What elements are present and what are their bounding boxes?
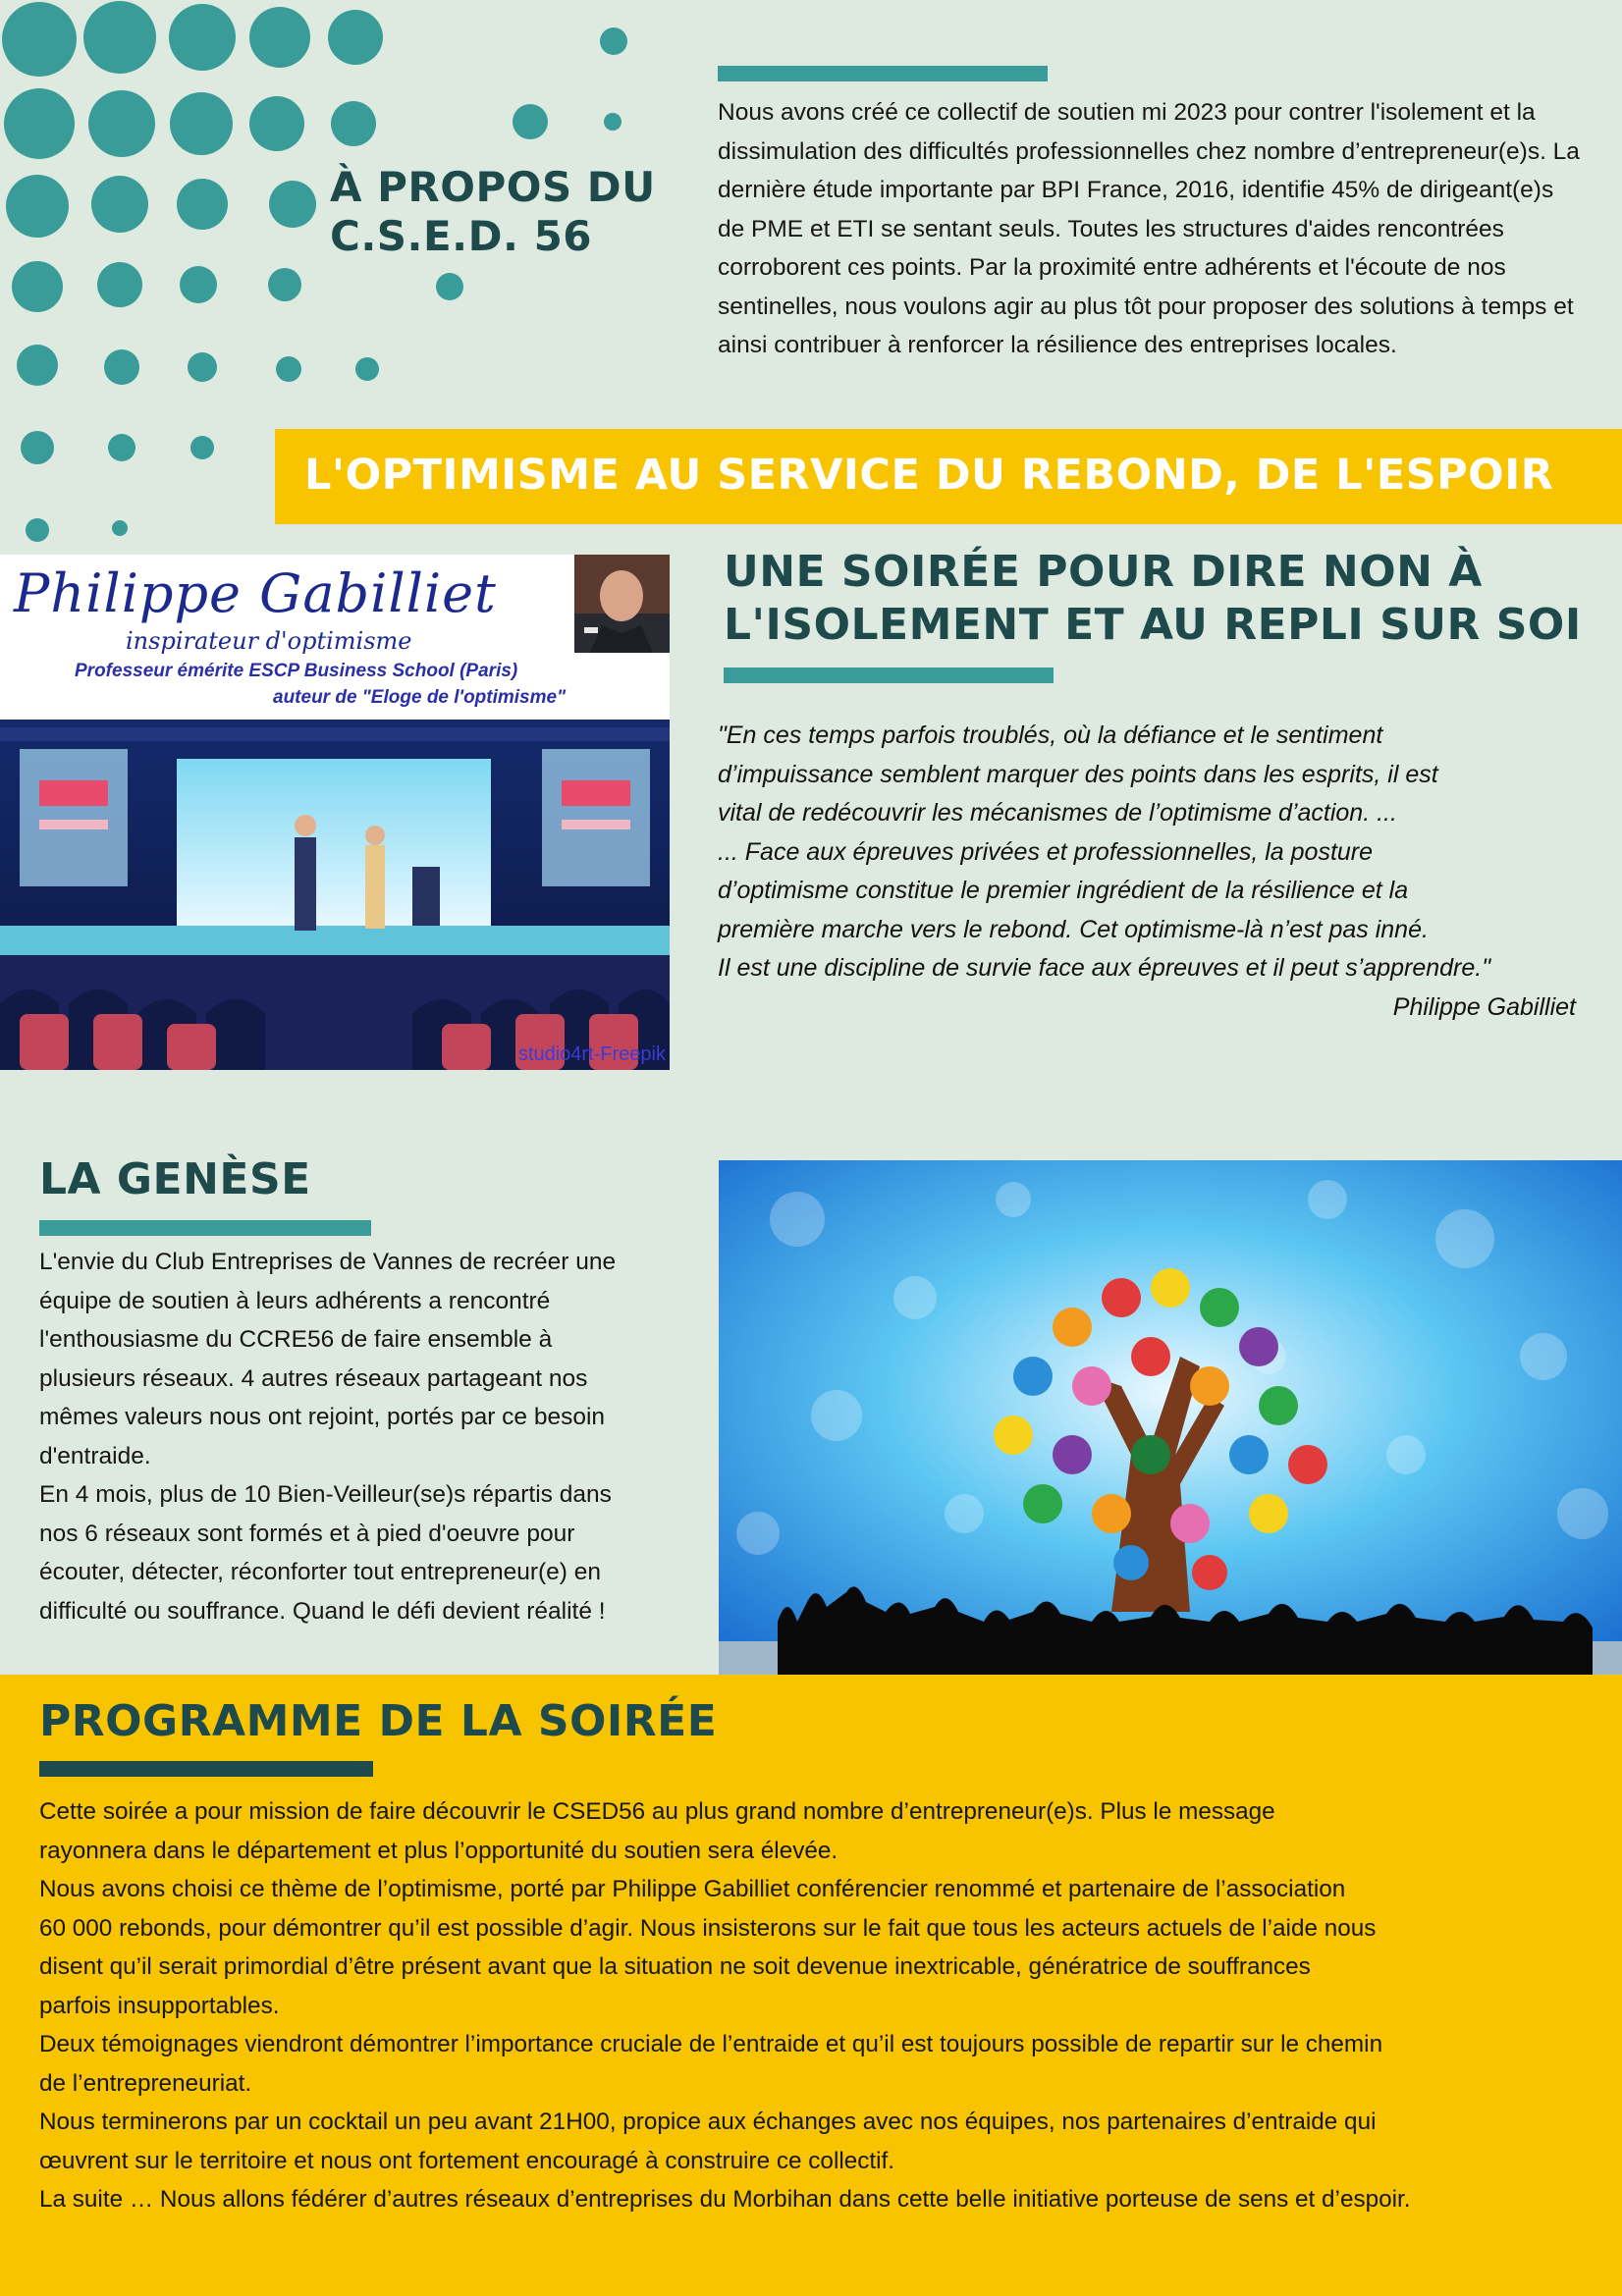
programme-line: Cette soirée a pour mission de faire découvrir le CSED56 au plus grand nombre d’entrepreneur(e)s. Plus le message [39,1798,1275,1825]
speaker-photo [574,555,670,653]
genese-line: En 4 mois, plus de 10 Bien-Veilleur(se)s répartis dans [39,1481,612,1508]
quote-line: d’optimisme constitue le premier ingrédient de la résilience et la [718,877,1409,904]
hands-tree-image [719,1160,1622,1675]
programme-line: 60 000 rebonds, pour démontrer qu’il est possible d’agir. Nous insisterons sur le fait que tous les acteurs actuels de l’aide nous [39,1914,1377,1942]
genese-line: mêmes valeurs nous ont rejoint, portés par ce besoin [39,1404,606,1430]
speaker-tagline: inspirateur d'optimisme [126,627,412,655]
theme-banner [275,429,1622,524]
genese-accent-bar [39,1220,371,1236]
theme-banner-text: L'OPTIMISME AU SERVICE DU REBOND, DE L'ESPOIR [304,451,1554,500]
speaker-event-image [0,555,670,1070]
programme-title: PROGRAMME DE LA SOIRÉE [39,1696,718,1746]
genese-line: écouter, détecter, réconforter tout entrepreneur(e) en [39,1559,602,1585]
programme-line: La suite … Nous allons fédérer d’autres réseaux d’entreprises du Morbihan dans cette belle initiative porteuse de sens et d’espoir. [39,2186,1411,2213]
programme-line: de l’entrepreneuriat. [39,2069,252,2097]
programme-line: rayonnera dans le département et plus l’opportunité du soutien sera élevée. [39,1837,838,1864]
programme-line: parfois insupportables. [39,1992,280,2019]
soiree-accent-bar [724,667,1054,683]
quote-line: Il est une discipline de survie face aux épreuves et il peut s’apprendre." [718,954,1491,982]
genese-line: L'envie du Club Entreprises de Vannes de recréer une [39,1249,617,1275]
programme-accent-bar [39,1761,373,1777]
genese-line: plusieurs réseaux. 4 autres réseaux partageant nos [39,1364,588,1392]
speaker-card-header [0,555,670,720]
quote-line: vital de redécouvrir les mécanismes de l’optimisme d’action. ... [718,799,1397,827]
programme-line: Nous avons choisi ce thème de l’optimisme, porté par Philippe Gabilliet conférencier renommé et partenaire de l’association [39,1876,1346,1902]
conference-stage-illustration [0,720,670,1070]
soiree-title-line2: L'ISOLEMENT ET AU REPLI SUR SOI [724,600,1582,650]
genese-line: d'entraide. [39,1442,151,1469]
quote-line: "En ces temps parfois troublés, où la défiance et le sentiment [718,721,1383,749]
about-title-line1: À PROPOS DU [330,163,656,211]
soiree-title-line1: UNE SOIRÉE POUR DIRE NON À [724,547,1483,597]
soiree-title [724,546,1582,652]
quote-line: première marche vers le rebond. Cet optimisme-là n’est pas inné. [718,915,1429,943]
genese-line: difficulté ou souffrance. Quand le défi devient réalité ! [39,1597,606,1625]
speaker-name: Philippe Gabilliet [14,562,497,624]
genese-line: équipe de soutien à leurs adhérents a rencontré [39,1287,551,1314]
programme-line: Nous terminerons par un cocktail un peu avant 21H00, propice aux échanges avec nos équipes, nos partenaires d’entraide qui [39,2109,1377,2135]
genese-paragraph [39,1243,707,1630]
about-title [330,163,656,261]
quote-line: ... Face aux épreuves privées et professionnelles, la posture [718,837,1374,866]
genese-line: l'enthousiasme du CCRE56 de faire ensemble à [39,1326,553,1353]
image-credit: studio4rt-Freepik [517,1043,666,1065]
programme-line: œuvrent sur le territoire et nous ont fortement encouragé à construire ce collectif. [39,2147,895,2174]
about-title-line2: C.S.E.D. 56 [330,212,593,260]
speaker-role: Professeur émérite ESCP Business School (Paris) [75,661,518,681]
programme-line: disent qu’il serait primordial d’être présent avant que la situation ne soit devenue inextricable, génératrice de souffrances [39,1953,1311,1980]
speaker-book: auteur de "Eloge de l'optimisme" [273,687,567,708]
quote-line: d’impuissance semblent marquer des points dans les esprits, il est [718,760,1438,788]
quote-author: Philippe Gabilliet [1392,992,1576,1021]
speaker-quote [718,717,1601,1027]
genese-line: nos 6 réseaux sont formés et à pied d'oeuvre pour [39,1520,575,1547]
programme-paragraph [39,1792,1610,2219]
about-accent-bar [718,66,1048,81]
programme-section [0,1675,1622,2296]
programme-line: Deux témoignages viendront démontrer l’importance cruciale de l’entraide et qu’il est toujours possible de repartir sur le chemin [39,2031,1383,2057]
genese-title: LA GENÈSE [39,1154,311,1204]
about-paragraph: Nous avons créé ce collectif de soutien mi 2023 pour contrer l'isolement et la dissimulation des difficultés professionnelles chez nombre d’entrepreneur(e)s. La dernière étude importante par BPI France, 2016, identifie 45% de dirigeant(e)s de PME et ETI se sentant seuls. Toutes les structures d'aides rencontrées corroborent ces points. Par la proximité entre adhérents et l'écoute de nos sentinelles, nous voulons agir au plus tôt pour proposer des solutions à temps et ainsi contribuer à renforcer la résilience des entreprises locales. [718,99,1580,358]
